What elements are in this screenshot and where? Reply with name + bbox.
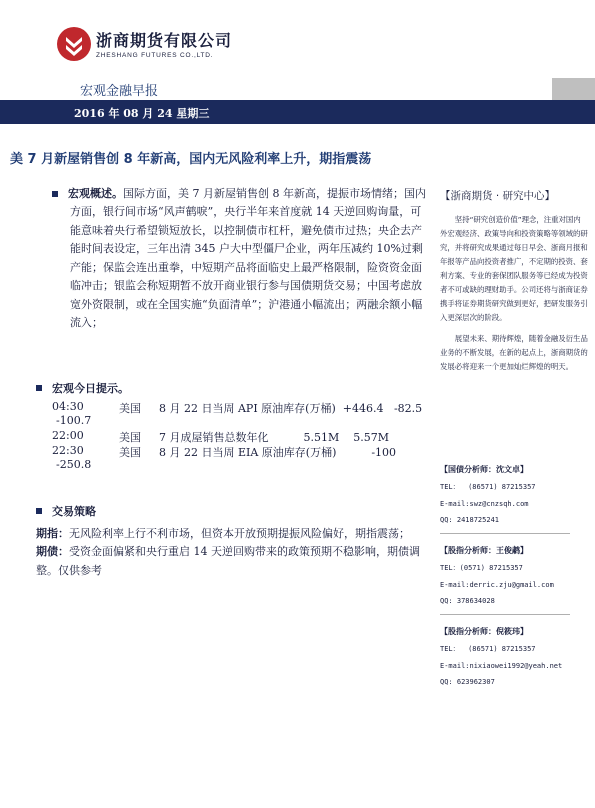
- bullet-icon: [36, 385, 42, 391]
- event-name: 7 月成屋销售总数年化 5.51M 5.57M: [159, 431, 389, 444]
- analyst-card: [440, 545, 588, 613]
- company-name-cn: 浙商期货有限公司: [96, 31, 233, 50]
- analyst-card: [440, 626, 588, 694]
- analyst-tel: TEL： (86571) 87215357: [440, 645, 536, 653]
- strategy-item-name: 期指：: [36, 527, 69, 540]
- events-list: [52, 400, 452, 473]
- overview-paragraph: [52, 185, 430, 333]
- event-row: [52, 429, 452, 444]
- overview-text: 国际方面，美 7 月新屋销售创 8 年新高，提振市场情绪；国内方面，银行间市场“风声鹤唳”，央行半年来首度就 14 天逆回购询量，可能意味着央行希望锁短放长，以控制债市杠杆，避免债市过热；央企去产能时间表设定，三年出清 345 户大中型僵尸企业，两年压减约 10%过剩产能；保监会连出重拳，中短期产品将面临史上最严格限制，险资资金面临冲击；银监会称短期暂不放开商业银行参与国债期货交易；中国考虑放宽外资限制，或在全国实施“负面清单”；沪港通小幅流出；两融余额小幅流入；: [70, 187, 426, 330]
- analyst-qq: QQ: 378634028: [440, 597, 495, 605]
- headline: 美 7 月新屋销售创 8 年新高，国内无风险利率上升，期指震荡: [10, 152, 372, 167]
- company-name-en: ZHESHANG FUTURES CO.,LTD.: [96, 52, 214, 59]
- analyst-email[interactable]: E-mail:derric.zju@gmail.com: [440, 581, 554, 589]
- event-country: 美国: [119, 431, 141, 444]
- strategy-heading: [36, 500, 96, 519]
- strategy-list: [36, 525, 426, 580]
- date-bar: [0, 100, 595, 124]
- analyst-email[interactable]: E-mail:swz@cnzsqh.com: [440, 500, 529, 508]
- event-time: 04:30: [52, 400, 84, 413]
- event-time: 22:00: [52, 429, 84, 442]
- research-center-sidebar: [440, 188, 588, 380]
- report-date: 2016 年 08 月 24 星期三: [74, 107, 210, 120]
- bullet-icon: [36, 508, 42, 514]
- analyst-tel: TEL：(0571) 87215357: [440, 564, 523, 572]
- analyst-name: 【国债分析师：沈文卓】: [440, 465, 528, 474]
- analyst-name: 【股指分析师：倪筱玮】: [440, 627, 528, 636]
- overview-section: [52, 185, 430, 333]
- divider: [440, 614, 570, 615]
- sidebar-paragraph: 坚持“研究创造价值”理念，注重对国内外宏观经济、政策导向和投资策略等领域的研究，并将研究成果通过每日早会、浙商月报和年报等产品向投资者推广，不定期的投资、套利方案、专业的套保团队服务等已经成为投资者不可或缺的理财助手。公司还将与浙商证券携手将证券期货研究做到更好，把研发服务引入更深层次的阶段。: [440, 215, 588, 323]
- strategy-item: [36, 525, 426, 543]
- strategy-item-text: 无风险利率上行不利市场，但资本开放预期提振风险偏好，期指震荡；: [69, 527, 410, 540]
- event-country: 美国: [119, 446, 141, 459]
- event-row: [52, 444, 452, 473]
- event-name: 8 月 22 日当周 EIA 原油库存(万桶) -100: [159, 446, 397, 459]
- divider: [440, 533, 570, 534]
- strategy-item-name: 期债：: [36, 545, 69, 559]
- analyst-qq: QQ: 2418725241: [440, 516, 500, 524]
- company-logo: [56, 24, 236, 68]
- analyst-email[interactable]: E-mail:nixiaowei1992@yeah.net: [440, 662, 563, 670]
- analyst-card: [440, 464, 588, 532]
- strategy-item: [36, 543, 426, 580]
- overview-label: 宏观概述。: [68, 187, 123, 200]
- report-type: 宏观金融早报: [80, 84, 159, 99]
- event-time: 22:30: [52, 444, 84, 457]
- events-heading: [36, 377, 129, 396]
- event-country: 美国: [119, 402, 141, 415]
- sidebar-paragraph: 展望未来、期待辉煌，随着金融及衍生品业务的不断发展，在新的起点上，浙商期货的发展必将迎来一个更加灿烂辉煌的明天。: [440, 333, 588, 371]
- strategy-label: 交易策略: [52, 505, 96, 518]
- analyst-qq: QQ: 623962307: [440, 678, 495, 686]
- event-values: -250.8: [56, 458, 92, 471]
- event-values: -100.7: [56, 414, 92, 427]
- strategy-item-text: 受资金面偏紧和央行重启 14 天逆回购带来的政策预期不稳影响，期债调整。仅供参考: [36, 545, 420, 577]
- header-accent-block: [552, 78, 595, 100]
- events-label: 宏观今日提示。: [52, 382, 129, 395]
- bullet-icon: [52, 191, 58, 197]
- analyst-tel: TEL： (86571) 87215357: [440, 483, 536, 491]
- analyst-name: 【股指分析师：王俊鹔】: [440, 546, 528, 555]
- sidebar-title: 【浙商期货 · 研究中心】: [440, 190, 556, 202]
- event-row: [52, 400, 452, 429]
- zheshang-logo-icon: [56, 26, 92, 62]
- event-name: 8 月 22 日当周 API 原油库存(万桶) +446.4 -82.5: [159, 402, 423, 415]
